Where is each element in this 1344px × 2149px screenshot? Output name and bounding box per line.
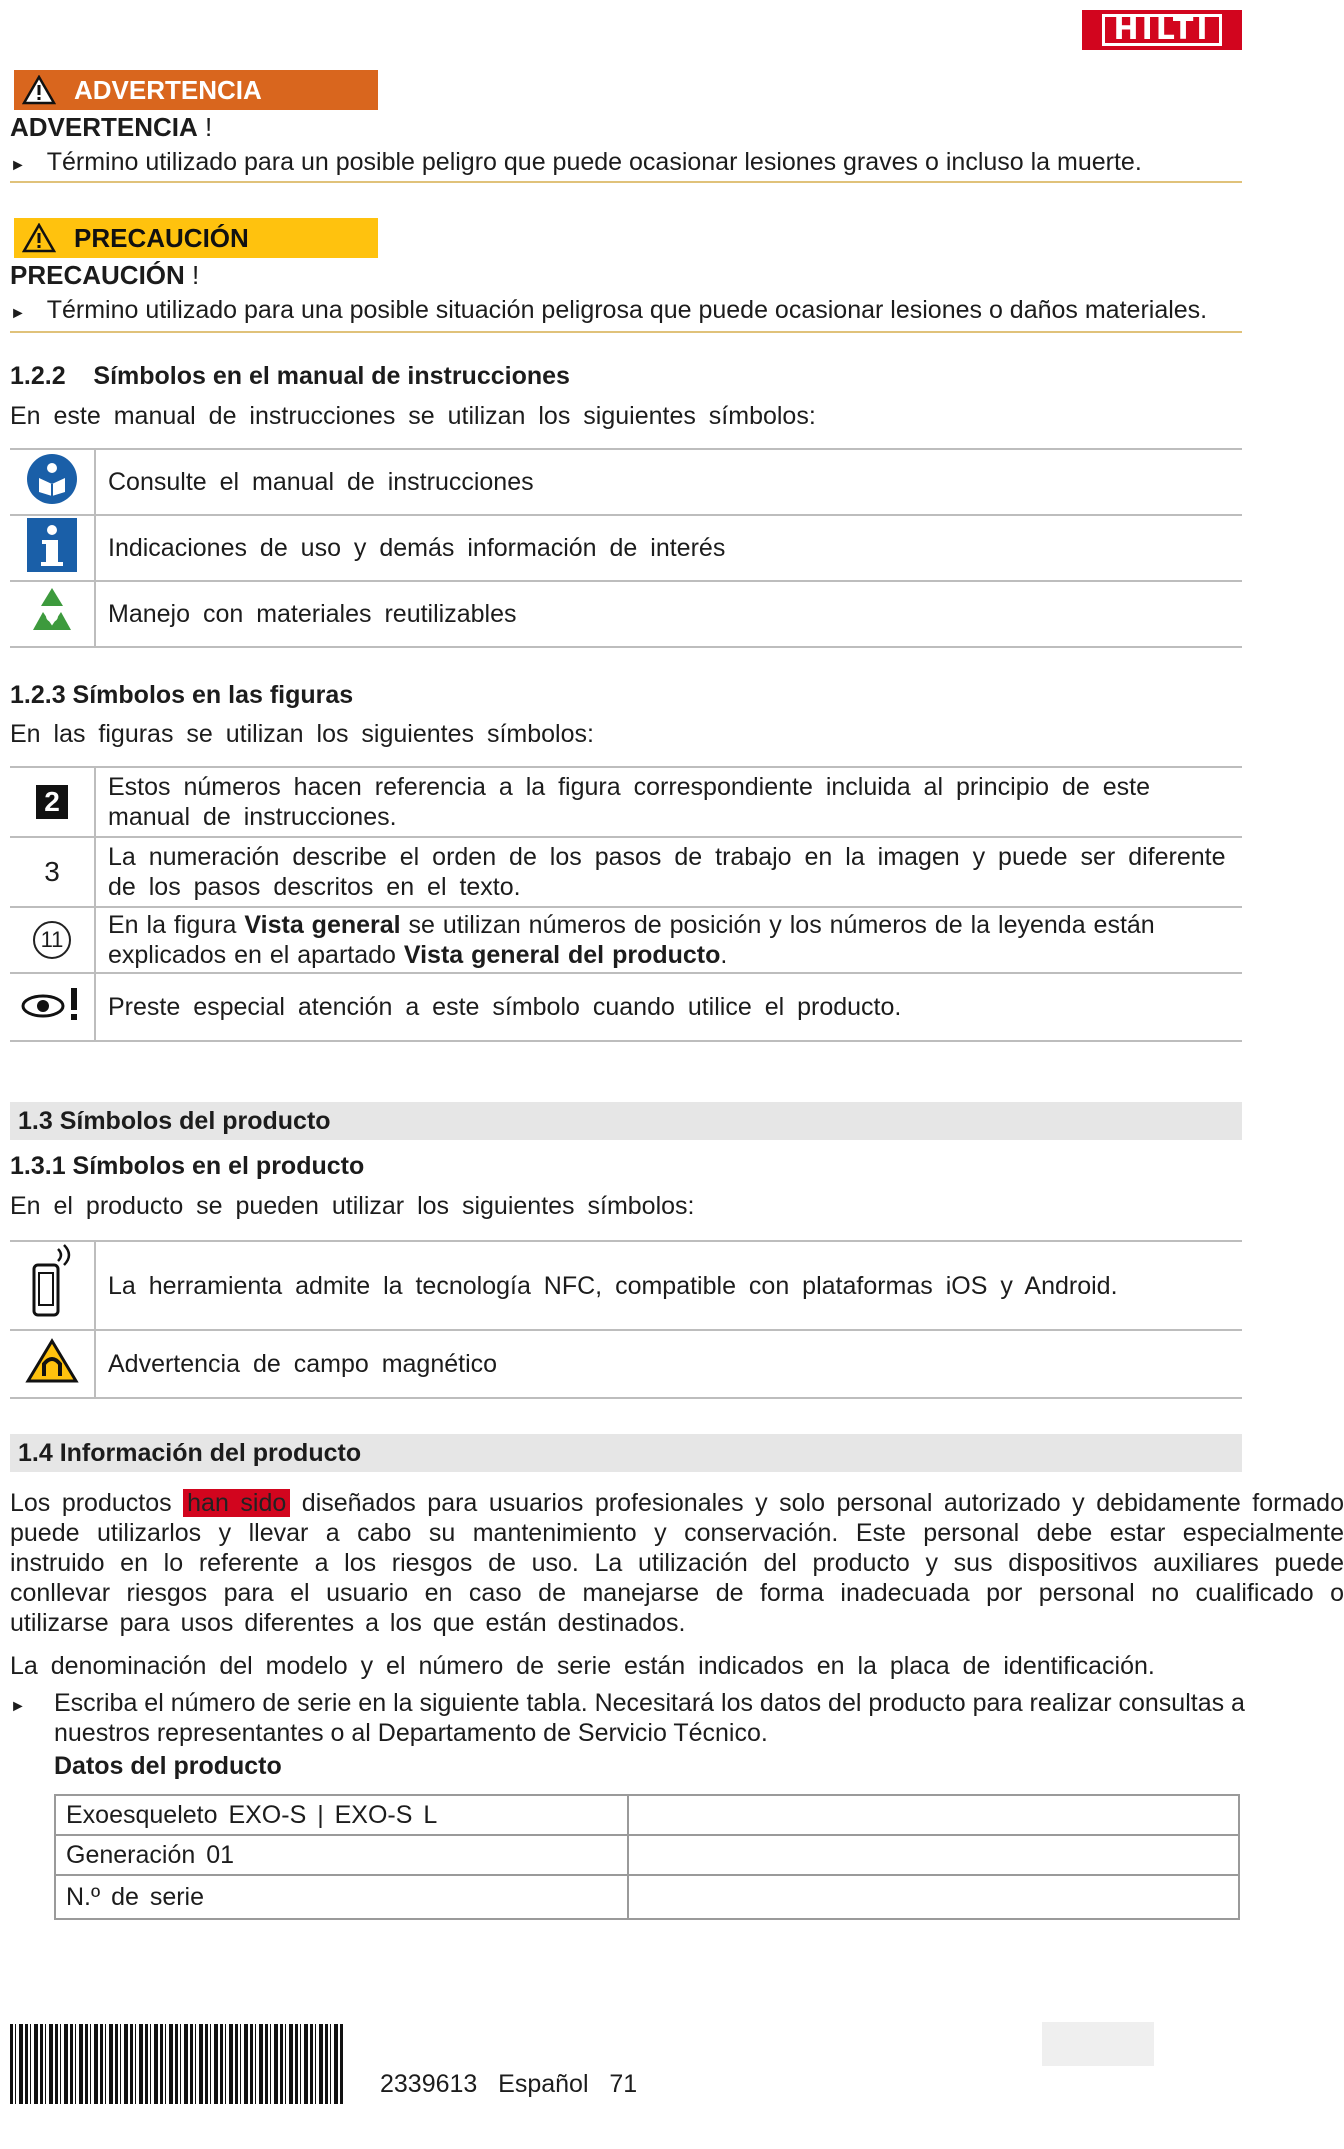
table-row: [10, 1241, 1242, 1330]
position-number-icon: 11: [33, 921, 71, 959]
product-symbols-table: [10, 1240, 1242, 1399]
serial-number-value[interactable]: [628, 1875, 1239, 1919]
magnetic-symbol-text: Advertencia de campo magnético: [95, 1330, 1242, 1398]
section-1-2-2-heading: 1.2.2 Símbolos en el manual de instrucciones: [10, 362, 570, 390]
table-row: [10, 767, 1242, 837]
step-number-cell: [10, 837, 95, 907]
product-data-title: Datos del producto: [54, 1752, 282, 1780]
caution-text: ► Término utilizado para una posible situación peligrosa que puede ocasionar lesiones o daños materiales.: [10, 296, 1208, 324]
section-1-4-heading: 1.4 Información del producto: [10, 1434, 1242, 1472]
read-manual-icon: [25, 452, 79, 506]
serial-number-label: N.º de serie: [55, 1875, 628, 1919]
figure-number-icon: 2: [36, 785, 68, 819]
section-1-2-2-intro: En este manual de instrucciones se utilizan los siguientes símbolos:: [10, 402, 816, 430]
caution-rule: [10, 331, 1242, 333]
product-model-value[interactable]: [628, 1795, 1239, 1835]
figure-number-cell: [10, 767, 95, 837]
barcode: [10, 2024, 345, 2104]
table-row: [55, 1795, 1239, 1835]
nfc-symbol-text: La herramienta admite la tecnología NFC, compatible con plataformas iOS y Android.: [95, 1241, 1242, 1330]
caution-title: PRECAUCIÓN !: [10, 260, 200, 290]
eye-attention-icon: [21, 986, 83, 1022]
figure-symbols-table: [10, 766, 1242, 1042]
manual-symbol-cell: [10, 449, 95, 515]
table-row: [10, 515, 1242, 581]
figure-number-text: Estos números hacen referencia a la figura correspondiente incluida al principio de este manual de instrucciones.: [95, 767, 1242, 837]
info-icon: [27, 518, 77, 572]
product-info-paragraph: Los productos han sido diseñados para usuarios profesionales y solo personal autorizado y debidamente formado puede utilizarlos y llevar a cabo su mantenimiento y conservación. Este personal debe estar especialmente instruido en lo referente a los riesgos de uso. La utilización del producto y sus dispositivos auxiliares puede conllevar riesgos para el usuario en caso de manejarse de forma inadecuada por personal no cualificado o utilizarse para usos diferentes a los que están destinados.: [10, 1489, 1344, 1637]
serial-number-instruction: ► Escriba el número de serie en la siguiente tabla. Necesitará los datos del producto para realizar consultas a nuestros representantes o al Departamento de Servicio Técnico.: [10, 1689, 1245, 1747]
table-row: [10, 449, 1242, 515]
warning-rule: [10, 181, 1242, 183]
recycle-symbol-cell: [10, 581, 95, 647]
nfc-symbol-cell: [10, 1241, 95, 1330]
section-1-3-heading: 1.3 Símbolos del producto: [10, 1102, 1242, 1140]
warning-text: ► Término utilizado para un posible peligro que puede ocasionar lesiones graves o incluso la muerte.: [10, 148, 1142, 176]
table-row: [55, 1835, 1239, 1875]
warning-banner: [14, 70, 378, 110]
step-number-icon: 3: [44, 856, 60, 887]
hilti-logo: HILTI: [1082, 10, 1242, 50]
footer-grey-box: [1042, 2022, 1154, 2066]
identification-plate-text: La denominación del modelo y el número de serie están indicados en la placa de identificación.: [10, 1652, 1155, 1680]
info-symbol-text: Indicaciones de uso y demás información de interés: [95, 515, 1242, 581]
attention-symbol-text: Preste especial atención a este símbolo cuando utilice el producto.: [95, 973, 1242, 1041]
step-number-text: La numeración describe el orden de los pasos de trabajo en la imagen y puede ser diferente de los pasos descritos en el texto.: [95, 837, 1242, 907]
bullet-arrow-icon: ►: [10, 305, 26, 322]
info-symbol-cell: [10, 515, 95, 581]
warning-banner-label: ADVERTENCIA: [74, 74, 262, 105]
bullet-arrow-icon: ►: [10, 157, 26, 174]
table-row: [10, 973, 1242, 1041]
nfc-phone-icon: [28, 1243, 76, 1321]
caution-banner: [14, 218, 378, 258]
table-row: [10, 1330, 1242, 1398]
table-row: [10, 837, 1242, 907]
recycle-symbol-text: Manejo con materiales reutilizables: [95, 581, 1242, 647]
product-generation-value[interactable]: [628, 1835, 1239, 1875]
magnetic-field-warning-icon: [25, 1338, 79, 1384]
section-1-2-3-intro: En las figuras se utilizan los siguientes símbolos:: [10, 720, 594, 748]
warning-title: ADVERTENCIA !: [10, 112, 213, 142]
table-row: [10, 581, 1242, 647]
warning-triangle-icon: [22, 75, 56, 105]
section-1-2-3-heading: 1.2.3 Símbolos en las figuras: [10, 681, 354, 709]
manual-symbols-table: [10, 448, 1242, 648]
caution-banner-label: PRECAUCIÓN: [74, 222, 249, 253]
footer-text: 2339613 Español 71: [380, 2070, 638, 2098]
product-generation-label: Generación 01: [55, 1835, 628, 1875]
caution-triangle-icon: [22, 223, 56, 253]
section-1-3-1-heading: 1.3.1 Símbolos en el producto: [10, 1152, 365, 1180]
bullet-arrow-icon: ►: [10, 1698, 26, 1715]
attention-symbol-cell: [10, 973, 95, 1041]
position-number-text: En la figura Vista general se utilizan números de posición y los números de la leyenda están explicados en el apartado Vista general del producto.: [95, 907, 1242, 973]
section-1-3-1-intro: En el producto se pueden utilizar los siguientes símbolos:: [10, 1192, 695, 1220]
magnetic-symbol-cell: [10, 1330, 95, 1398]
recycle-icon: [25, 584, 79, 638]
position-number-cell: [10, 907, 95, 973]
table-row: [10, 907, 1242, 973]
table-row: [55, 1875, 1239, 1919]
redaction-mark: han sido: [183, 1489, 290, 1517]
manual-symbol-text: Consulte el manual de instrucciones: [95, 449, 1242, 515]
product-data-table: [54, 1794, 1240, 1920]
product-model-label: Exoesqueleto EXO-S | EXO-S L: [55, 1795, 628, 1835]
